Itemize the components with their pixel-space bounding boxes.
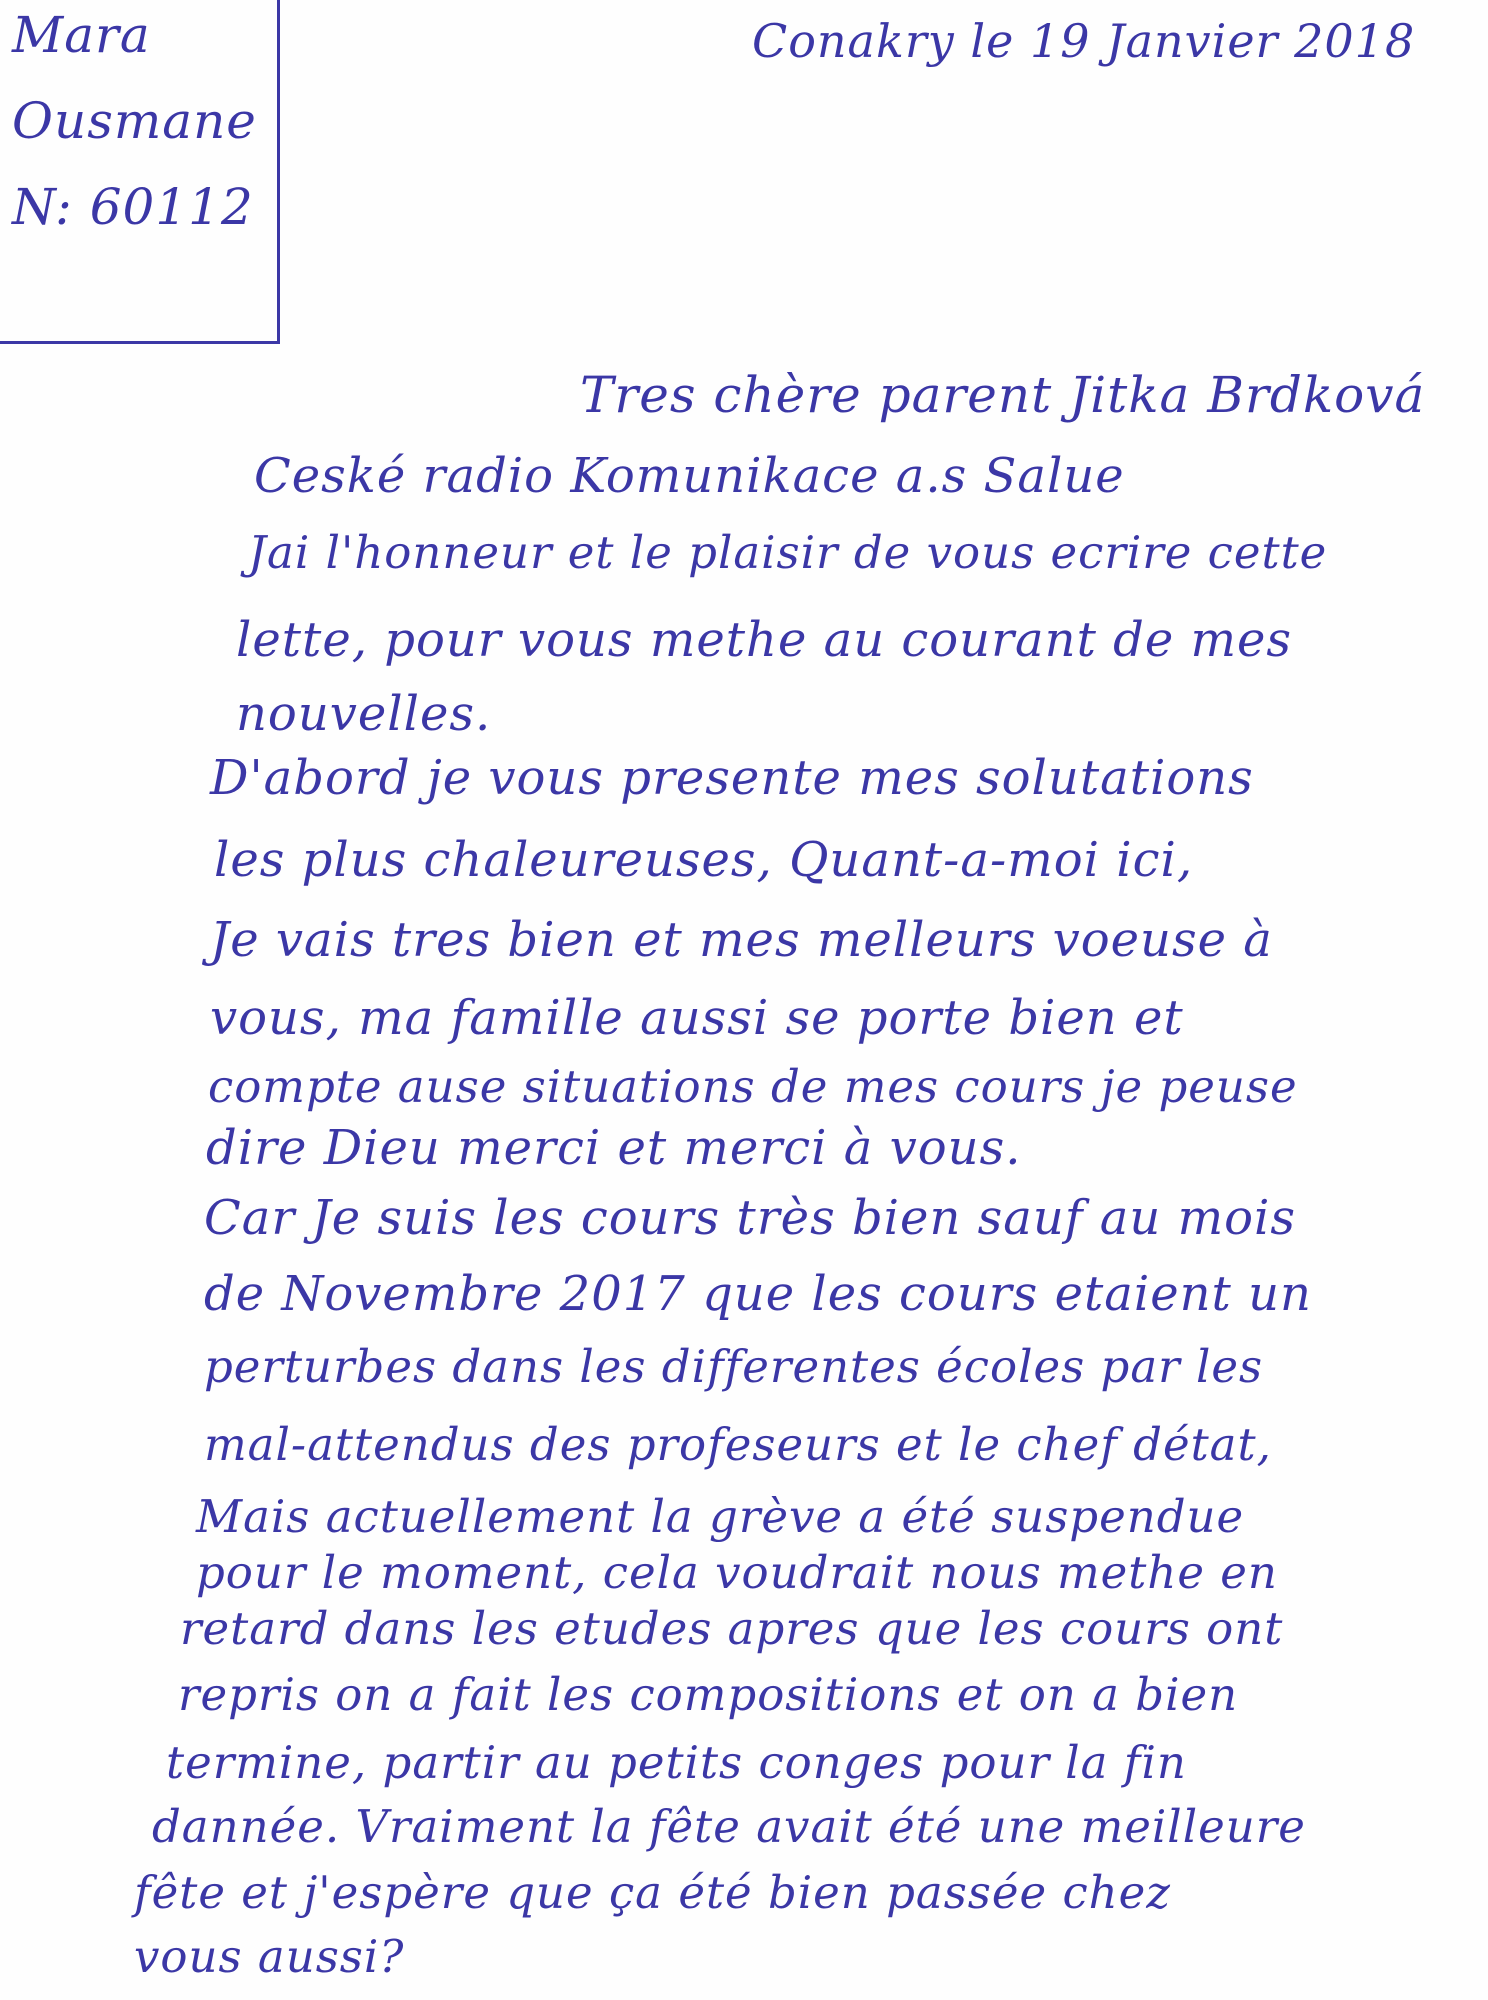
letter-line: repris on a fait les compositions et on a bien: [178, 1668, 1239, 1721]
sender-first-name: Mara: [12, 6, 151, 64]
letter-line: de Novembre 2017 que les cours etaient un: [204, 1266, 1312, 1322]
letter-line: lette, pour vous methe au courant de mes: [236, 612, 1293, 668]
letter-line: Mais actuellement la grève a été suspendue: [196, 1490, 1245, 1543]
letter-line: vous aussi?: [134, 1930, 405, 1983]
letter-line: Jai l'honneur et le plaisir de vous ecrire cette: [248, 526, 1328, 579]
letter-line: nouvelles.: [236, 686, 492, 742]
letter-line: compte ause situations de mes cours je peuse: [208, 1060, 1298, 1113]
letter-line: Car Je suis les cours très bien sauf au mois: [204, 1190, 1296, 1246]
place-date: Conakry le 19 Janvier 2018: [752, 14, 1416, 68]
salutation: Tres chère parent Jitka Brdková: [580, 366, 1426, 424]
sender-number: N: 60112: [12, 178, 254, 236]
letter-line: retard dans les etudes apres que les cours ont: [180, 1602, 1284, 1655]
letter-line: D'abord je vous presente mes solutations: [210, 750, 1254, 806]
letter-line: termine, partir au petits conges pour la fin: [166, 1736, 1187, 1789]
letter-line: perturbes dans les differentes écoles par les: [204, 1340, 1264, 1393]
letter-line: fête et j'espère que ça été bien passée chez: [134, 1866, 1171, 1919]
sender-last-name: Ousmane: [12, 92, 257, 150]
letter-line: pour le moment, cela voudrait nous methe en: [196, 1546, 1278, 1599]
sender-box: [0, 0, 280, 344]
letter-line: Ceské radio Komunikace a.s Salue: [254, 448, 1125, 504]
letter-line: mal-attendus des profeseurs et le chef détat,: [204, 1418, 1272, 1471]
letter-line: Je vais tres bien et mes melleurs voeuse à: [210, 912, 1273, 968]
letter-line: vous, ma famille aussi se porte bien et: [210, 990, 1184, 1046]
letter-line: les plus chaleureuses, Quant-a-moi ici,: [214, 832, 1194, 888]
letter-line: dannée. Vraiment la fête avait été une meilleure: [152, 1800, 1306, 1853]
letter-line: dire Dieu merci et merci à vous.: [206, 1120, 1022, 1176]
